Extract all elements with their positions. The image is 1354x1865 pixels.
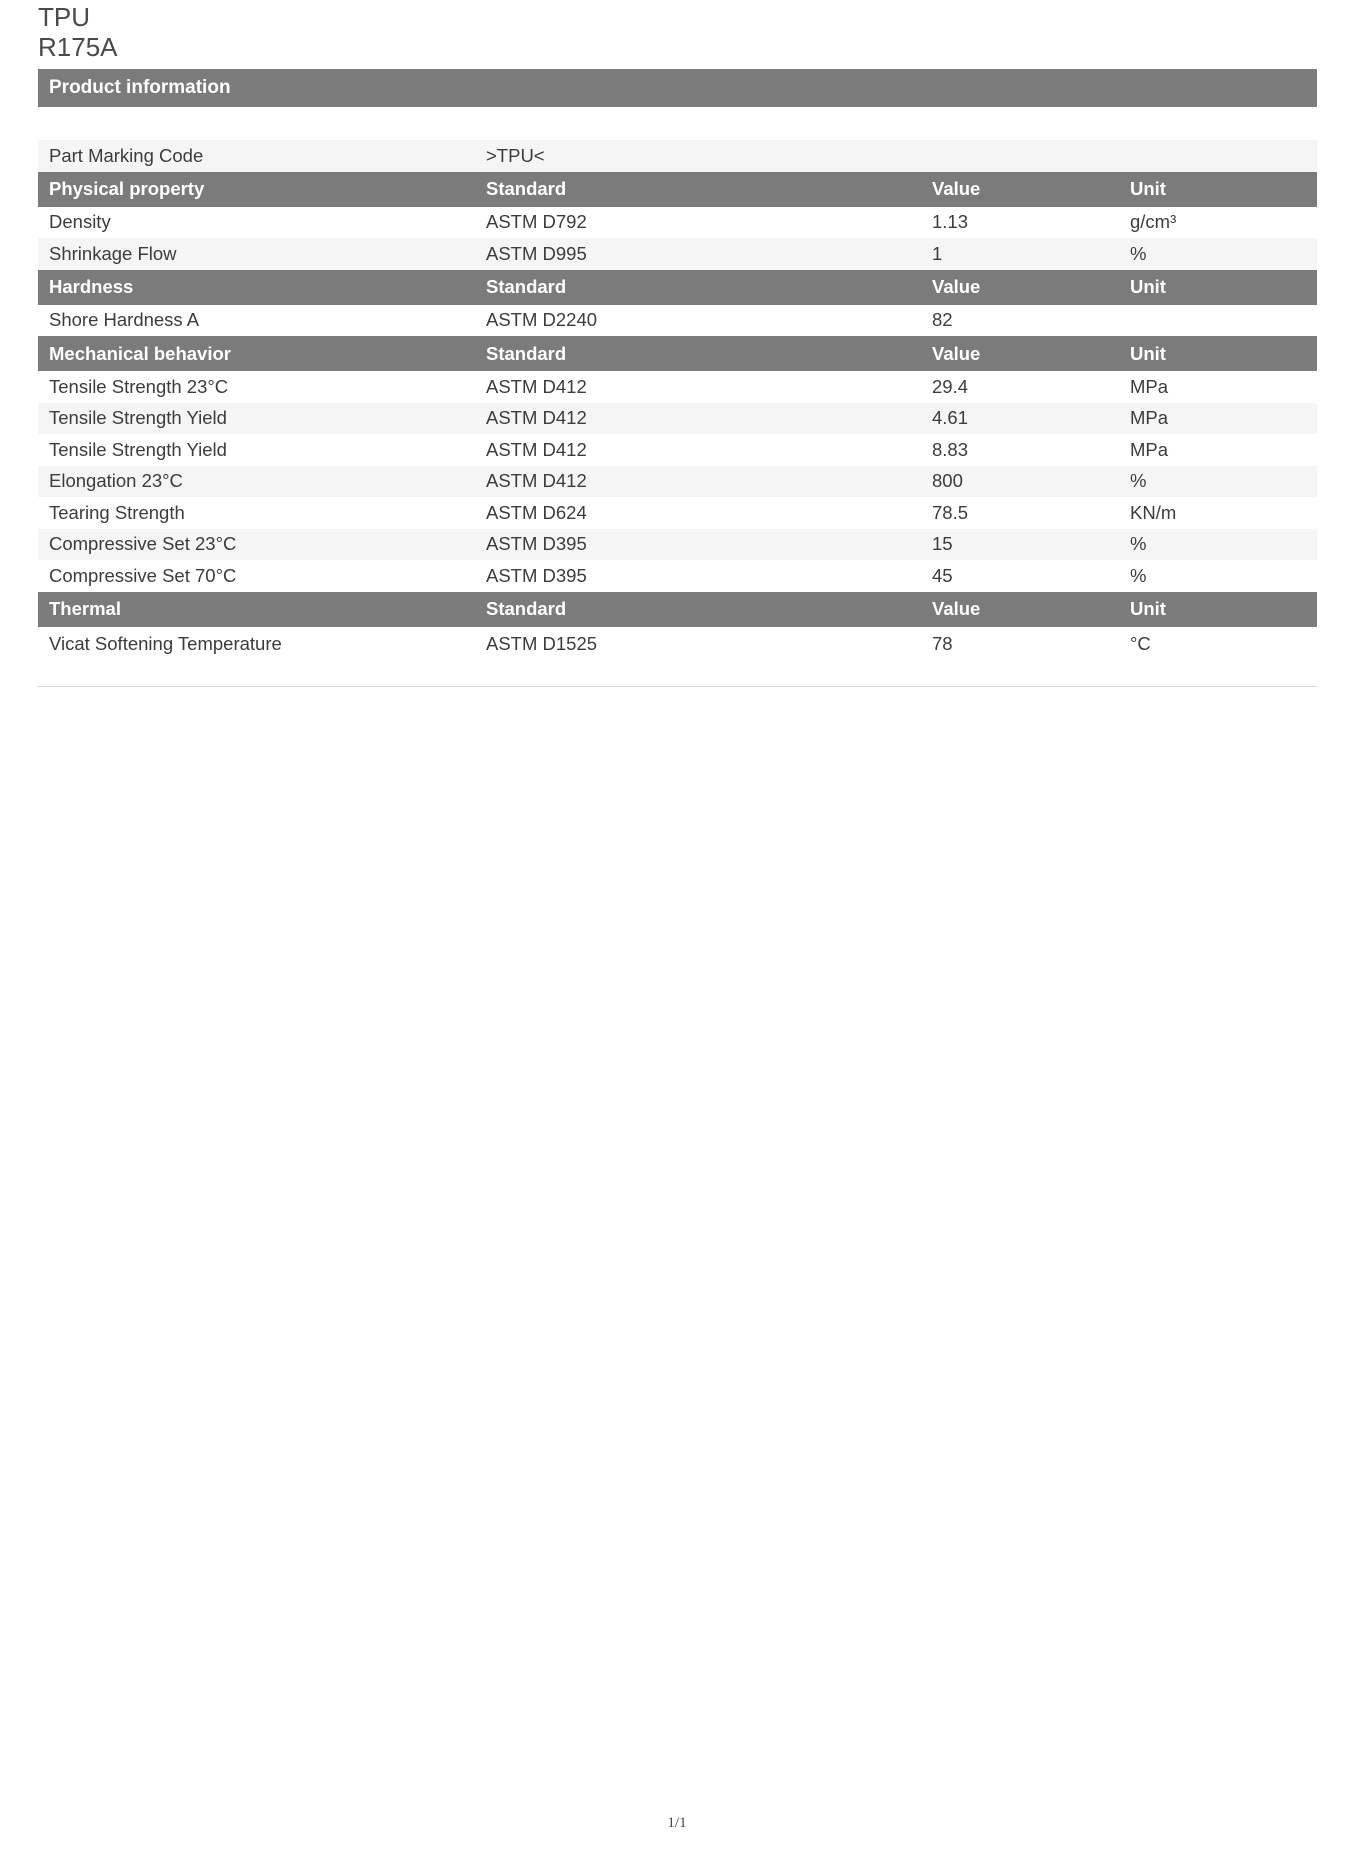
table-row: [38, 434, 1317, 466]
section-header-standard: Standard: [475, 172, 921, 207]
unit-cell: °C: [1130, 633, 1151, 654]
unit-cell: %: [1119, 238, 1317, 270]
value-cell: 82: [932, 309, 953, 331]
value-cell: 45: [932, 564, 953, 586]
section-header-standard: Standard: [475, 336, 921, 371]
title-line-material: TPU: [38, 2, 90, 32]
unit-cell: %: [1119, 529, 1317, 561]
section-header-row: [38, 336, 1317, 371]
table-row: [38, 371, 1317, 403]
section-header-unit: Unit: [1119, 270, 1317, 305]
table-row: [38, 466, 1317, 498]
table-row: [38, 403, 1317, 435]
part-marking-row: [38, 140, 1317, 172]
unit-cell: %: [1119, 466, 1317, 498]
standard-cell: ASTM D1525: [486, 633, 598, 654]
standard-cell: ASTM D412: [486, 375, 587, 397]
table-row: [38, 238, 1317, 270]
value-cell: 29.4: [932, 375, 969, 397]
table-row: [38, 305, 1317, 337]
property-cell: Vicat Softening Temperature: [49, 633, 282, 654]
unit-cell: g/cm³: [1130, 211, 1177, 233]
property-cell: Tensile Strength Yield: [38, 403, 475, 435]
standard-cell: ASTM D395: [475, 529, 921, 561]
property-cell: Tensile Strength 23°C: [49, 375, 229, 397]
value-cell: 15: [921, 529, 1119, 561]
section-header-value: Value: [921, 592, 1119, 627]
table-row: [38, 627, 1317, 662]
document-title: [38, 2, 118, 62]
section-header-value: Value: [921, 172, 1119, 207]
property-cell: Tensile Strength Yield: [49, 438, 227, 460]
table-row: [38, 529, 1317, 561]
section-header-unit: Unit: [1119, 336, 1317, 371]
standard-cell: ASTM D395: [486, 564, 587, 586]
property-cell: Elongation 23°C: [38, 466, 475, 498]
title-line-grade: R175A: [38, 32, 118, 62]
section-header-property: Physical property: [38, 172, 475, 207]
table-row: [38, 207, 1317, 239]
unit-cell: KN/m: [1130, 501, 1177, 523]
value-cell: 1: [921, 238, 1119, 270]
unit-cell: [1119, 305, 1317, 337]
section-header-row: [38, 592, 1317, 627]
standard-cell: ASTM D412: [486, 438, 587, 460]
value-cell: 1.13: [932, 211, 969, 233]
value-cell: 8.83: [932, 438, 969, 460]
section-header-standard: Standard: [475, 592, 921, 627]
standard-cell: ASTM D792: [486, 211, 587, 233]
page-number: 1/1: [667, 1815, 687, 1831]
table-row: [38, 560, 1317, 592]
standard-cell: ASTM D412: [475, 403, 921, 435]
part-marking-value: >TPU<: [475, 140, 1317, 172]
unit-cell: MPa: [1119, 403, 1317, 435]
standard-cell: ASTM D2240: [486, 309, 598, 331]
section-header-unit: Unit: [1119, 592, 1317, 627]
product-information-header: Product information: [38, 69, 1317, 107]
specification-table: [38, 140, 1317, 662]
standard-cell: ASTM D995: [475, 238, 921, 270]
property-cell: Shrinkage Flow: [38, 238, 475, 270]
section-header-property: Thermal: [38, 592, 475, 627]
unit-cell: MPa: [1130, 375, 1169, 397]
property-cell: Shore Hardness A: [49, 309, 200, 331]
value-cell: 800: [921, 466, 1119, 498]
property-cell: Density: [49, 211, 111, 233]
section-header-property: Mechanical behavior: [38, 336, 475, 371]
standard-cell: ASTM D624: [486, 501, 587, 523]
table-bottom-divider: [38, 686, 1317, 687]
unit-cell: %: [1130, 564, 1147, 586]
value-cell: 4.61: [921, 403, 1119, 435]
section-header-unit: Unit: [1119, 172, 1317, 207]
property-cell: Tearing Strength: [49, 501, 185, 523]
unit-cell: MPa: [1130, 438, 1169, 460]
standard-cell: ASTM D412: [475, 466, 921, 498]
section-header-value: Value: [921, 336, 1119, 371]
table-row: [38, 497, 1317, 529]
value-cell: 78: [932, 633, 953, 654]
section-header-row: [38, 172, 1317, 207]
property-cell: Compressive Set 70°C: [49, 564, 237, 586]
section-header-standard: Standard: [475, 270, 921, 305]
value-cell: 78.5: [932, 501, 969, 523]
property-cell: Compressive Set 23°C: [38, 529, 475, 561]
section-header-row: [38, 270, 1317, 305]
part-marking-label: Part Marking Code: [38, 140, 475, 172]
section-header-property: Hardness: [38, 270, 475, 305]
section-header-value: Value: [921, 270, 1119, 305]
